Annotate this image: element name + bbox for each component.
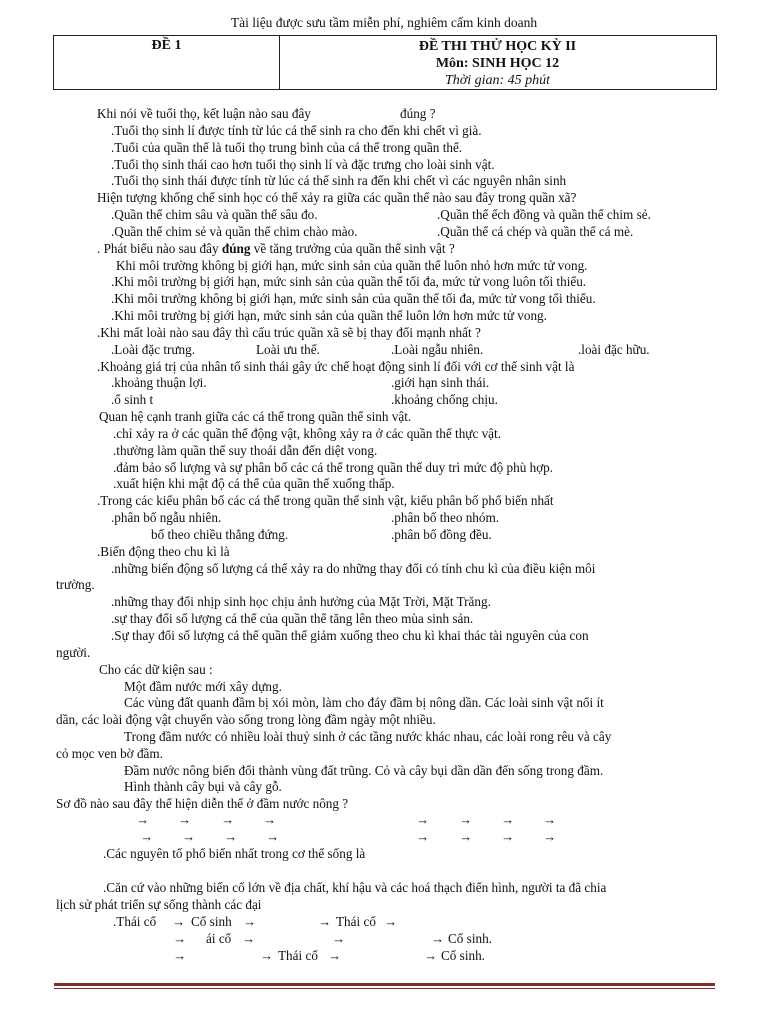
- q8-option-c: .sự thay đổi số lượng cá thể của quần thể tăng lên theo mùa sinh sản.: [111, 611, 474, 626]
- q1-option-c: .Tuổi thọ sinh thái cao hơn tuổi thọ sinh lí và đặc trưng cho loài sinh vật.: [111, 157, 495, 172]
- q8-option-a-line2: trường.: [56, 577, 95, 592]
- q11-stem-line1: .Căn cứ vào những biến cố lớn về địa chất, khí hậu và các hoá thạch điển hình, người ta đã chia: [103, 880, 607, 895]
- q9-arrow: →: [459, 829, 473, 844]
- q8-option-d-line2: người.: [56, 645, 91, 660]
- q3-option-c: .Khi môi trường không bị giới hạn, mức sinh sản của quần thể tối đa, mức tử vong tối thiểu.: [111, 291, 596, 306]
- q9-arrow: →: [416, 829, 430, 844]
- q2-option-b: .Quần thể ếch đồng và quần thể chim sẻ.: [437, 207, 651, 222]
- footer-rule-thick: [54, 983, 715, 986]
- q9-fact-5: Hình thành cây bụi và cây gỗ.: [124, 779, 282, 794]
- q3-stem-bold: đúng: [221, 241, 251, 256]
- q4-option-a: .Loài đặc trưng.: [111, 342, 196, 357]
- q6-option-c: .đảm bảo số lượng và sự phân bố các cá thể trong quần thể duy trì mức độ phù hợp.: [113, 460, 554, 475]
- q2-option-d: .Quần thể cá chép và quần thể cá mè.: [437, 224, 634, 239]
- q9-arrow: →: [182, 829, 196, 844]
- q2-option-c: .Quần thể chim sẻ và quần thể chim chào mào.: [111, 224, 358, 239]
- q11-arrow: →: [328, 948, 342, 963]
- q11-arrow: →: [173, 948, 187, 963]
- q5-stem: .Khoảng giá trị của nhân tố sinh thái gây ức chế hoạt động sinh lí đối với cơ thể sinh vật là: [97, 359, 575, 374]
- q3-option-d: .Khi môi trường bị giới hạn, mức sinh sản của quần thể luôn lớn hơn mức tử vong.: [111, 308, 547, 323]
- q5-option-d: .khoảng chống chịu.: [391, 392, 498, 407]
- q7-option-d: .phân bố đồng đều.: [391, 527, 492, 542]
- q6-option-b: .thường làm quần thể suy thoái dẫn đến diệt vong.: [113, 443, 378, 458]
- q9-fact-2-line1: Các vùng đất quanh đầm bị xói mòn, làm cho đáy đầm bị nông dần. Các loài sinh vật nổi ít: [124, 695, 604, 710]
- q9-fact-1: Một đầm nước mới xây dựng.: [124, 679, 282, 694]
- q9-arrow: →: [543, 812, 557, 827]
- q3-option-a: Khi môi trường không bị giới hạn, mức sinh sản của quần thể luôn nhỏ hơn mức tử vong.: [116, 258, 588, 273]
- q9-arrow: →: [416, 812, 430, 827]
- q11-arrow: →: [260, 948, 274, 963]
- q9-arrow: →: [459, 812, 473, 827]
- q11-arrow: →: [318, 914, 332, 929]
- q1-option-d: .Tuổi thọ sinh thái được tính từ lúc cá thể sinh ra đến khi chết vì các nguyên nhân sinh: [111, 173, 567, 188]
- q11-option-c-era-last: Cổ sinh.: [448, 931, 492, 946]
- exam-title-block: [279, 38, 716, 89]
- q9-arrow: →: [263, 812, 277, 827]
- q11-stem-line2: lịch sử phát triển sự sống thành các đại: [56, 897, 262, 912]
- q9-arrow: →: [266, 829, 280, 844]
- q11-arrow: →: [424, 948, 438, 963]
- q11-option-d-era-1: Thái cổ: [278, 948, 318, 963]
- q11-arrow: →: [431, 931, 445, 946]
- q9-arrow: →: [501, 829, 515, 844]
- q5-option-b: .giới hạn sinh thái.: [391, 375, 490, 390]
- q4-option-b: Loài ưu thế.: [256, 342, 320, 357]
- q1-stem-b: đúng ?: [400, 106, 436, 121]
- q3-stem-a: . Phát biểu nào sau đây: [97, 241, 219, 256]
- q3-option-b: .Khi môi trường bị giới hạn, mức sinh sản của quần thể tối đa, mức tử vong luôn tối thiểu.: [111, 274, 587, 289]
- q11-arrow: →: [332, 931, 346, 946]
- q11-option-d-era-last: Cổ sinh.: [441, 948, 485, 963]
- q5-option-a: .khoảng thuận lợi.: [111, 375, 207, 390]
- q11-arrow: →: [384, 914, 398, 929]
- q9-fact-2-line2: dần, các loài động vật chuyển vào sống trong lòng đầm ngày một nhiều.: [56, 712, 436, 727]
- q7-option-b: .phân bố theo nhóm.: [391, 510, 500, 525]
- q11-option-a-era-1: .Thái cổ: [113, 914, 157, 929]
- q8-stem: .Biến động theo chu kì là: [97, 544, 230, 559]
- q11-option-b-era-1: Thái cổ: [336, 914, 376, 929]
- q4-option-d: .loài đặc hữu.: [578, 342, 650, 357]
- q11-arrow: →: [172, 914, 186, 929]
- q9-intro: Cho các dữ kiện sau :: [99, 662, 213, 677]
- exam-header-box: [53, 35, 717, 90]
- exam-duration: Thời gian: 45 phút: [444, 73, 551, 88]
- q11-option-a-era-2: Cổ sinh: [191, 914, 232, 929]
- q9-stem: Sơ đồ nào sau đây thể hiện diễn thế ở đầm nước nông ?: [56, 796, 349, 811]
- top-note: Tài liệu được sưu tầm miễn phí, nghiêm cấm kinh doanh: [230, 15, 538, 30]
- q9-fact-4: Đầm nước nông biến đổi thành vùng đất trũng. Cỏ và cây bụi dần dần đến sống trong đầm.: [124, 763, 604, 778]
- q1-stem-a: Khi nói về tuổi thọ, kết luận nào sau đây: [97, 106, 311, 121]
- q9-arrow: →: [221, 812, 235, 827]
- q9-arrow: →: [136, 812, 150, 827]
- q4-stem: .Khi mất loài nào sau đây thì cấu trúc quần xã sẽ bị thay đổi mạnh nhất ?: [97, 325, 481, 340]
- q9-fact-3-line1: Trong đầm nước có nhiều loài thuỷ sinh ở các tầng nước khác nhau, các loài rong rêu và cây: [124, 729, 612, 744]
- q2-stem: Hiện tượng khống chế sinh học có thể xảy ra giữa các quần thể nào sau đây trong quần xã?: [97, 190, 577, 205]
- q9-arrow: →: [543, 829, 557, 844]
- footer-rule-thin: [54, 988, 715, 989]
- q8-option-b: .những thay đổi nhịp sinh học chịu ảnh hưởng của Mặt Trời, Mặt Trăng.: [111, 594, 491, 609]
- q6-stem: Quan hệ cạnh tranh giữa các cá thể trong quần thể sinh vật.: [99, 409, 412, 424]
- q5-option-c: .ổ sinh t: [111, 392, 154, 407]
- q3-stem: [97, 241, 455, 257]
- q8-option-d-line1: .Sự thay đổi số lượng cá thể quần thể giảm xuống theo chu kì khai thác tài nguyên của con: [111, 628, 589, 643]
- q6-option-a: .chỉ xảy ra ở các quần thể động vật, không xảy ra ở các quần thể thực vật.: [113, 426, 502, 441]
- q7-stem: .Trong các kiểu phân bố các cá thể trong quần thể sinh vật, kiểu phân bố phổ biến nhất: [97, 493, 554, 508]
- q6-option-d: .xuất hiện khi mật độ cá thể của quần thể xuống thấp.: [113, 476, 395, 491]
- q1-option-b: .Tuổi của quần thể là tuổi thọ trung bình của cá thể trong quần thể.: [111, 140, 463, 155]
- q7-option-a: .phân bố ngẫu nhiên.: [111, 510, 222, 525]
- q11-arrow: →: [243, 914, 257, 929]
- q9-fact-3-line2: cỏ mọc ven bờ đầm.: [56, 746, 163, 761]
- q8-option-a-line1: .những biến động số lượng cá thể xảy ra do những thay đổi có tính chu kì của điều kiện môi: [111, 561, 596, 576]
- q4-option-c: .Loài ngẫu nhiên.: [391, 342, 484, 357]
- exam-code: ĐỀ 1: [151, 38, 182, 53]
- exam-subject: Môn: SINH HỌC 12: [435, 56, 560, 71]
- q9-arrow: →: [178, 812, 192, 827]
- q9-arrow: →: [140, 829, 154, 844]
- q11-arrow: →: [242, 931, 256, 946]
- q9-arrow: →: [224, 829, 238, 844]
- q2-option-a: .Quần thể chim sâu và quần thể sâu đo.: [111, 207, 318, 222]
- q11-arrow: →: [173, 931, 187, 946]
- exam-title: ĐỀ THI THỬ HỌC KỲ II: [418, 39, 577, 54]
- q10-stem: .Các nguyên tố phổ biến nhất trong cơ thể sống là: [103, 846, 366, 861]
- q7-option-c: bố theo chiều thẳng đứng.: [151, 527, 289, 542]
- q1-option-a: .Tuổi thọ sinh lí được tính từ lúc cá thể sinh ra cho đến khi chết vì già.: [111, 123, 482, 138]
- q9-arrow: →: [501, 812, 515, 827]
- q3-stem-b: về tăng trưởng của quần thể sinh vật ?: [253, 241, 455, 256]
- q11-option-c-era-1: ái cổ: [206, 931, 232, 946]
